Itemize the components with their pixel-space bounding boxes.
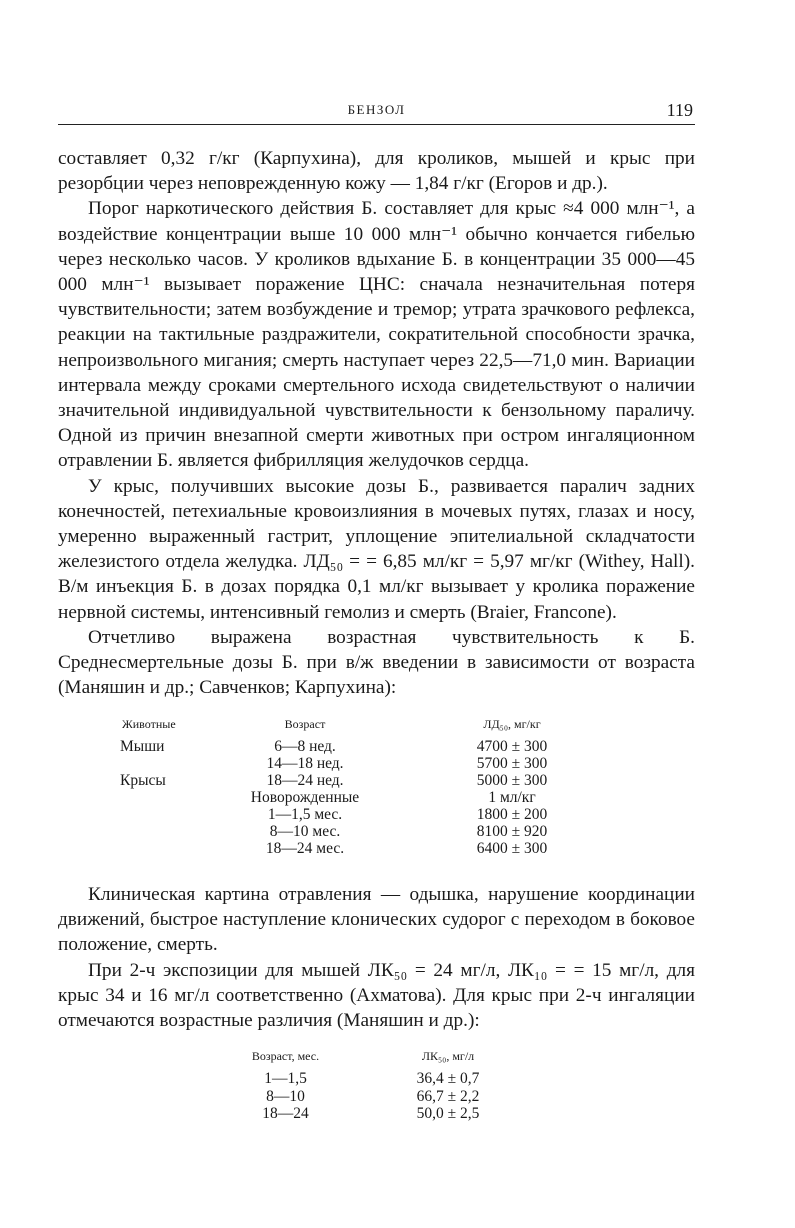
table-cell: 18—24: [262, 1105, 309, 1122]
table-cell: 18—24 мес.: [265, 840, 345, 857]
lc50-age-table: [220, 1048, 560, 1123]
table-cell: 1800 ± 200: [476, 806, 548, 823]
table-row: [220, 1070, 560, 1088]
table-row: [100, 806, 620, 823]
table-cell: 8—10 мес.: [269, 823, 341, 840]
paragraph: У крыс, получивших высокие дозы Б., развивается паралич задних конечностей, петехиальные кровоизлияния в мочевых путях, глазах и носу, умеренно выраженный гастрит, уплощение эпителиальной складчатости железистого отдела желудка. ЛД₅₀ = = 6,85 мл/кг = 5,97 мг/кг (Withey, Hall). В/м инъекция Б. в дозах порядка 0,1 мл/кг вызывает у кролика поражение нервной системы, интенсивный гемолиз и смерть (Braier, Francone).: [58, 475, 695, 623]
table-header-row: [220, 1048, 560, 1070]
paragraph: Клиническая картина отравления — одышка, нарушение координации движений, быстрое наступление клонических судорог с переходом в боковое положение, смерть.: [58, 884, 695, 956]
table-cell: 6—8 нед.: [274, 738, 336, 755]
ld50-age-table: [100, 716, 620, 857]
table-cell: 5700 ± 300: [476, 755, 548, 772]
paragraph: При 2-ч экспозиции для мышей ЛК₅₀ = 24 мг/л, ЛК₁₀ = = 15 мг/л, для крыс 34 и 16 мг/л соответственно (Ахматова). Для крыс при 2-ч ингаляции отмечаются возрастные различия (Маняшин и др.):: [58, 959, 695, 1032]
table-cell: 1—1,5: [264, 1070, 307, 1087]
table-row: [100, 772, 620, 789]
table-cell: 1—1,5 мес.: [267, 806, 343, 823]
table-cell: 8—10: [266, 1087, 305, 1105]
paragraph: Отчетливо выражена возрастная чувствительность к Б. Среднесмертельные дозы Б. при в/ж введении в зависимости от возраста (Маняшин и др.; Савченков; Карпухина):: [58, 626, 695, 699]
table-cell: 14—18 нед.: [266, 755, 344, 772]
page-header: [58, 98, 695, 125]
running-title: БЕНЗОЛ: [347, 102, 406, 117]
table-header-row: [100, 716, 620, 738]
table-row: [100, 789, 620, 806]
table-cell: Новорожденные: [250, 789, 360, 806]
table-cell: 66,7 ± 2,2: [416, 1087, 480, 1105]
paragraph: составляет 0,32 г/кг (Карпухина), для кроликов, мышей и крыс при резорбции через неповрежденную кожу — 1,84 г/кг (Егоров и др.).: [58, 148, 695, 195]
table-cell: 1 мл/кг: [488, 789, 536, 806]
table-row: [220, 1105, 560, 1123]
table-row: [100, 840, 620, 857]
table-row: [100, 823, 620, 840]
paragraph: Порог наркотического действия Б. составляет для крыс ≈4 000 млн⁻¹, а воздействие концентрации выше 10 000 млн⁻¹ обычно кончается гибелью через несколько часов. У кроликов вдыхание Б. в концентрации 35 000—45 000 млн⁻¹ вызывает поражение ЦНС: сначала незначительная потеря чувствительности; затем возбуждение и тремор; утрата зрачкового рефлекса, реакции на тактильные раздражители, сократительной способности зрачка, непроизвольного мигания; смерть наступает через 22,5—71,0 мин. Вариации интервала между сроками смертельного исхода свидетельствуют о наличии значительной индивидуальной чувствительности к бензольному параличу. Одной из причин внезапной смерти животных при остром ингаляционном отравлении Б. является фибрилляция желудочков сердца.: [58, 198, 695, 472]
table-header-cell: ЛК₅₀, мг/л: [421, 1049, 475, 1063]
table-cell: 5000 ± 300: [476, 772, 548, 789]
table-cell: 36,4 ± 0,7: [416, 1070, 480, 1087]
table-row: [100, 738, 620, 755]
table-cell: 4700 ± 300: [476, 738, 548, 755]
table-cell: 18—24 нед.: [266, 772, 344, 789]
table-row: [100, 755, 620, 772]
table-header-cell: Возраст: [284, 717, 326, 731]
body-text-bottom: [58, 882, 695, 1033]
table-cell: 8100 ± 920: [476, 823, 548, 840]
table-cell: 6400 ± 300: [476, 840, 548, 857]
body-text-top: [58, 146, 695, 700]
page-number: 119: [666, 100, 693, 120]
table-header-cell: ЛД₅₀, мг/кг: [483, 717, 541, 731]
table-row: [220, 1088, 560, 1106]
table-cell: Мыши: [120, 738, 165, 755]
table-cell: Крысы: [120, 772, 166, 789]
table-header-cell: Возраст, мес.: [251, 1049, 320, 1063]
table-header-cell: Животные: [122, 717, 176, 731]
table-cell: 50,0 ± 2,5: [416, 1105, 480, 1122]
